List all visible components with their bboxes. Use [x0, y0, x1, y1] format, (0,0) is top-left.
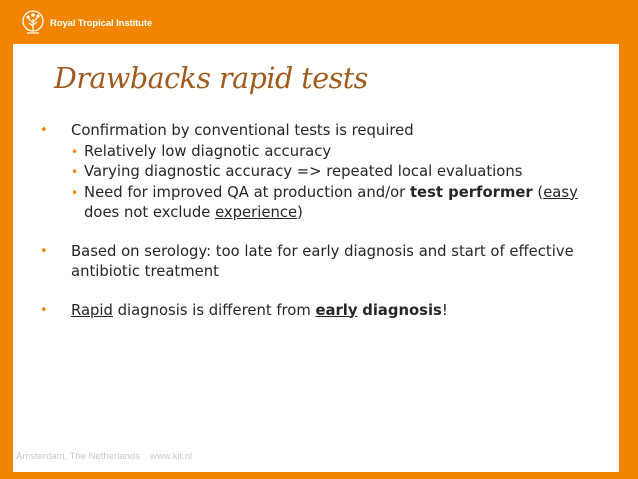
sub-bullet-text: (	[532, 183, 544, 201]
sub-bullet-marker: •	[71, 144, 79, 159]
footer-location: Amsterdam, The Netherlands	[16, 451, 140, 462]
bullet-marker: •	[40, 302, 48, 318]
bullet-text: diagnosis is different from	[112, 301, 316, 319]
right-frame-bar	[619, 0, 638, 479]
sub-bullet-text: Varying diagnostic accuracy => repeated local evaluations	[84, 163, 523, 180]
bullet-item	[40, 301, 595, 322]
emphasis-underline: Rapid	[71, 301, 113, 319]
bottom-frame-bar	[0, 472, 638, 479]
sub-bullet-text: does not exclude	[84, 204, 216, 221]
sub-bullet-marker: •	[71, 185, 79, 200]
logo-text: Royal Tropical Institute	[50, 17, 153, 29]
sub-bullet-marker: •	[71, 165, 79, 179]
footer-url: www.kit.nl	[149, 451, 193, 462]
tree-icon	[22, 10, 44, 36]
bullet-text: Based on serology: too late for early diagnosis and start of effective antibiotic treatment	[71, 242, 574, 280]
slide-title: Drawbacks rapid tests	[54, 62, 368, 95]
spacer	[40, 224, 595, 242]
emphasis-underline: easy	[543, 183, 578, 201]
slide-footer	[16, 451, 192, 462]
emphasis-bold: test performer	[409, 183, 533, 201]
bullet-marker: •	[40, 243, 48, 259]
sub-bullet-item	[40, 142, 595, 163]
emphasis-underline: experience	[215, 204, 298, 221]
bullet-item	[40, 121, 595, 142]
institute-logo	[22, 10, 152, 36]
slide-content	[40, 121, 595, 321]
sub-bullet-text: )	[297, 204, 303, 221]
spacer	[40, 283, 595, 301]
sub-bullet-text: Relatively low diagnotic accuracy	[84, 142, 332, 160]
sub-bullet-item	[40, 162, 595, 183]
bullet-marker: •	[40, 123, 48, 138]
emphasis-bold: diagnosis	[362, 301, 442, 319]
bullet-item	[40, 242, 595, 283]
bullet-text: !	[441, 301, 448, 319]
bullet-text: Confirmation by conventional tests is required	[71, 122, 414, 139]
left-frame-bar	[0, 0, 13, 479]
sub-bullet-text: Need for improved QA at production and/or	[84, 183, 410, 201]
emphasis-bold-underline: early	[315, 301, 358, 319]
sub-bullet-item	[40, 183, 595, 224]
